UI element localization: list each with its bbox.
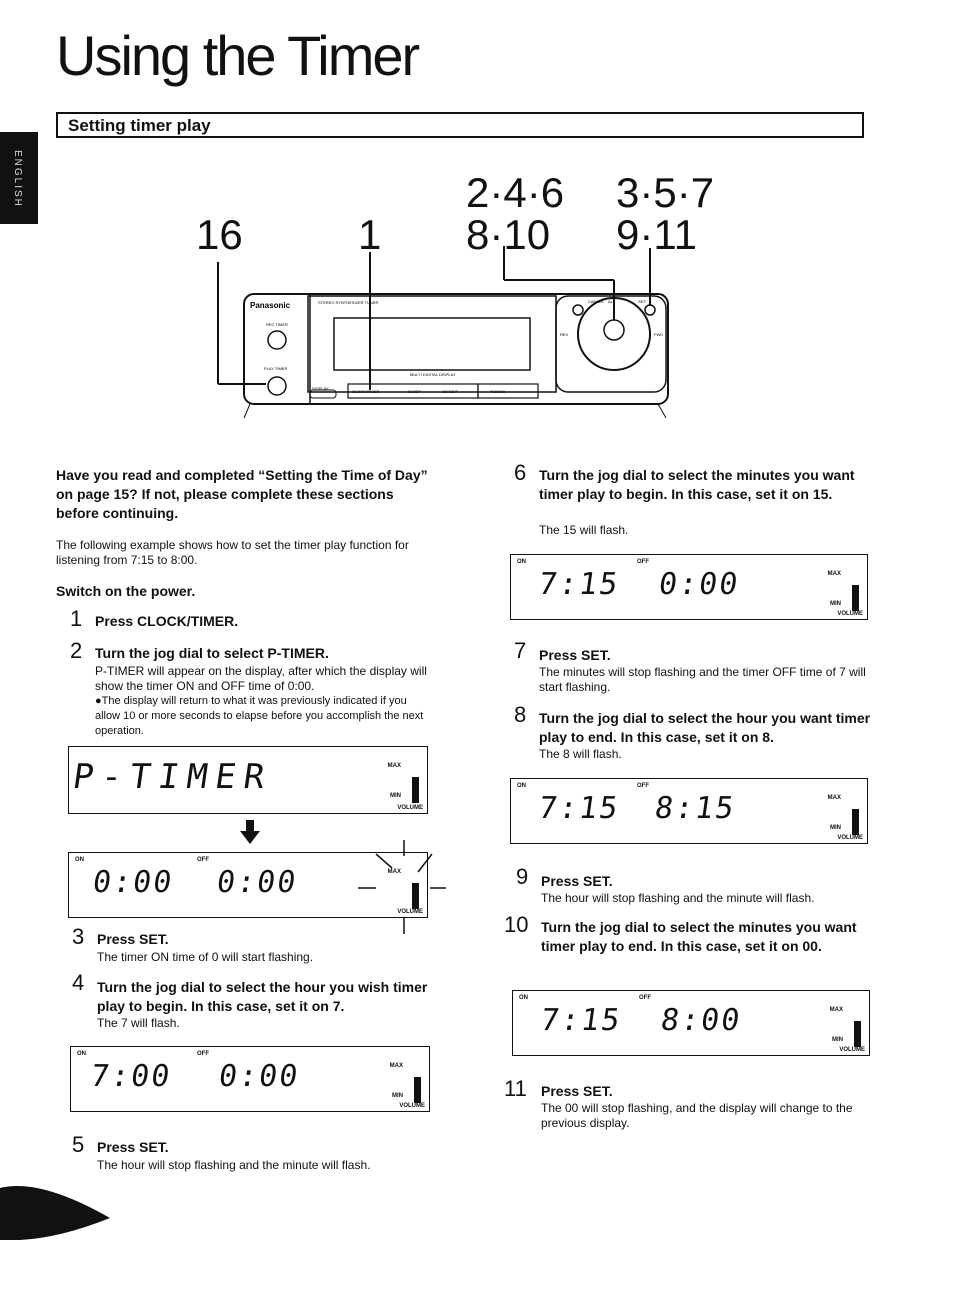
callout-16: 16 <box>196 211 243 258</box>
volume-bar <box>854 1021 861 1047</box>
page-corner-mark <box>0 1178 120 1258</box>
lcd-off-time: 8:00 <box>658 1003 744 1038</box>
lcd-volume: VOLUME <box>837 611 863 617</box>
callout-9-11: 9·11 <box>616 211 697 258</box>
step-2-number: 2 <box>70 638 83 663</box>
lcd-off-time: 0:00 <box>214 865 300 900</box>
step-5-head: Press SET. <box>97 1139 169 1155</box>
step-3-number: 3 <box>72 924 85 949</box>
step-2-text: P-TIMER will appear on the display, after which the display will show the timer ON and OFF time of 0:00. <box>95 664 427 693</box>
cancel-label: CANCEL <box>588 299 605 304</box>
brand-label: Panasonic <box>250 301 291 310</box>
lcd-on: ON <box>77 1051 86 1057</box>
lcd-on-time: 7:15 <box>538 1003 624 1038</box>
language-tab-label: ENGLISH <box>12 150 23 208</box>
language-tab <box>0 132 38 224</box>
lcd-min: MIN <box>830 825 841 831</box>
flash-marks-icon <box>358 840 448 936</box>
step-3-text: The timer ON time of 0 will start flashing. <box>97 950 314 964</box>
step-9-text: The hour will stop flashing and the minute will flash. <box>541 891 815 905</box>
step-9-number: 9 <box>516 864 529 889</box>
volume-bar <box>412 777 419 803</box>
section-title: Setting timer play <box>68 116 211 135</box>
lcd-max: MAX <box>827 795 841 801</box>
lcd-display-0715 <box>510 554 868 620</box>
step-11-text: The 00 will stop flashing, and the display will change to the previous display. <box>541 1101 853 1130</box>
lcd-off: OFF <box>197 857 209 863</box>
step-8-number: 8 <box>514 702 527 727</box>
lcd-volume: VOLUME <box>837 835 863 841</box>
display-button-label: DISPLAY <box>312 386 329 391</box>
device-illustration <box>210 240 680 420</box>
step-10-head: Turn the jog dial to select the minutes you want timer play to end. In this case, set it on 00. <box>541 919 857 954</box>
section-header <box>56 112 864 138</box>
lcd-min: MIN <box>830 601 841 607</box>
step-8-text: The 8 will flash. <box>539 747 622 761</box>
lcd-off-time: 0:00 <box>656 567 742 602</box>
step-4-text: The 7 will flash. <box>97 1016 180 1030</box>
lcd-on-time: 7:15 <box>536 791 622 826</box>
callout-2-4-6: 2·4·6 <box>466 169 565 216</box>
display-label: MULTI DIGITAL DISPLAY <box>410 372 456 377</box>
step-5-number: 5 <box>72 1132 85 1157</box>
all-label: ALL <box>608 299 616 304</box>
step-6-head: Turn the jog dial to select the minutes you want timer play to begin. In this case, set it on 15. <box>539 467 855 502</box>
lcd-on-time: 7:15 <box>536 567 622 602</box>
lcd-max: MAX <box>827 571 841 577</box>
rec-timer-label: REC TIMER <box>266 322 288 327</box>
step-7-head: Press SET. <box>539 647 611 663</box>
step-4-head: Turn the jog dial to select the hour you wish timer play to begin. In this case, set it on 7. <box>97 979 428 1014</box>
lcd-min: MIN <box>392 1093 403 1099</box>
lcd-off-time: 8:15 <box>652 791 738 826</box>
step-7-number: 7 <box>514 638 527 663</box>
lcd-on: ON <box>75 857 84 863</box>
lcd-max: MAX <box>389 1063 403 1069</box>
callout-3-5-7: 3·5·7 <box>616 169 715 216</box>
cd-edit-label: CD EDIT <box>442 389 458 394</box>
fwd-label: FWD <box>654 332 664 337</box>
step-6-number: 6 <box>514 460 527 485</box>
lcd-on: ON <box>519 995 528 1001</box>
step-10-number: 10 <box>504 912 529 937</box>
lcd-off-time: 0:00 <box>216 1059 302 1094</box>
step-3-head: Press SET. <box>97 931 169 947</box>
lcd-display-0800 <box>512 990 870 1056</box>
volume-bar <box>852 809 859 835</box>
lcd-on-time: 0:00 <box>90 865 176 900</box>
tuning-label: TUNING <box>490 389 506 394</box>
intro-text: The following example shows how to set the timer play function for listening from 7:15 to 8:00. <box>56 538 409 567</box>
down-arrow-icon <box>240 820 260 844</box>
lcd-on: ON <box>517 783 526 789</box>
lcd-on: ON <box>517 559 526 565</box>
lcd-display-ptimer <box>68 746 428 814</box>
step-7-text: The minutes will stop flashing and the timer OFF time of 7 will start flashing. <box>539 665 866 694</box>
step-6-text: The 15 will flash. <box>539 523 629 537</box>
lcd-off: OFF <box>637 783 649 789</box>
lcd-min: MIN <box>832 1037 843 1043</box>
step-4-number: 4 <box>72 970 85 995</box>
step-11-number: 11 <box>504 1076 527 1101</box>
step-9-head: Press SET. <box>541 873 613 889</box>
set-label: SET <box>638 299 646 304</box>
step-2-bullet: ●The display will return to what it was previously indicated if you allow 10 or more seconds to elapse before you accomplish the next operation. <box>95 695 424 737</box>
step-1-number: 1 <box>70 606 83 631</box>
lcd-ptimer-text: P-TIMER <box>70 757 276 797</box>
lcd-volume: VOLUME <box>839 1047 865 1053</box>
page-title: Using the Timer <box>56 24 419 87</box>
volume-bar <box>852 585 859 611</box>
lcd-min: MIN <box>390 793 401 799</box>
lcd-max: MAX <box>387 869 401 875</box>
lcd-off: OFF <box>639 995 651 1001</box>
lcd-on-time: 7:00 <box>88 1059 174 1094</box>
step-5-text: The hour will stop flashing and the minute will flash. <box>97 1158 371 1172</box>
step-2-head: Turn the jog dial to select P-TIMER. <box>95 645 329 661</box>
lcd-max: MAX <box>387 763 401 769</box>
power-instruction: Switch on the power. <box>56 583 196 599</box>
step-1-head: Press CLOCK/TIMER. <box>95 613 239 629</box>
volume-bar <box>414 1077 421 1103</box>
lcd-off: OFF <box>637 559 649 565</box>
lcd-display-0700 <box>70 1046 430 1112</box>
callout-8-10: 8·10 <box>466 211 551 258</box>
tuner-label: STEREO SYNTHESIZER TUNER <box>318 300 379 305</box>
step-11-head: Press SET. <box>541 1083 613 1099</box>
lcd-off: OFF <box>197 1051 209 1057</box>
rev-label: REV <box>560 332 569 337</box>
intro-bold: Have you read and completed “Setting the Time of Day” on page 15? If not, please complete these sections before continuing. <box>56 467 428 521</box>
lcd-display-0815 <box>510 778 868 844</box>
lcd-volume: VOLUME <box>399 1103 425 1109</box>
sleep-label: SLEEP <box>408 389 421 394</box>
play-timer-label: PLAY TIMER <box>264 366 288 371</box>
lcd-volume: VOLUME <box>397 909 423 915</box>
lcd-max: MAX <box>829 1007 843 1013</box>
callout-1: 1 <box>358 211 382 258</box>
clock-timer-label: CLOCK/TIMER <box>352 389 380 394</box>
lcd-volume: VOLUME <box>397 805 423 811</box>
step-8-head: Turn the jog dial to select the hour you want timer play to end. In this case, set it on 8. <box>539 710 871 745</box>
